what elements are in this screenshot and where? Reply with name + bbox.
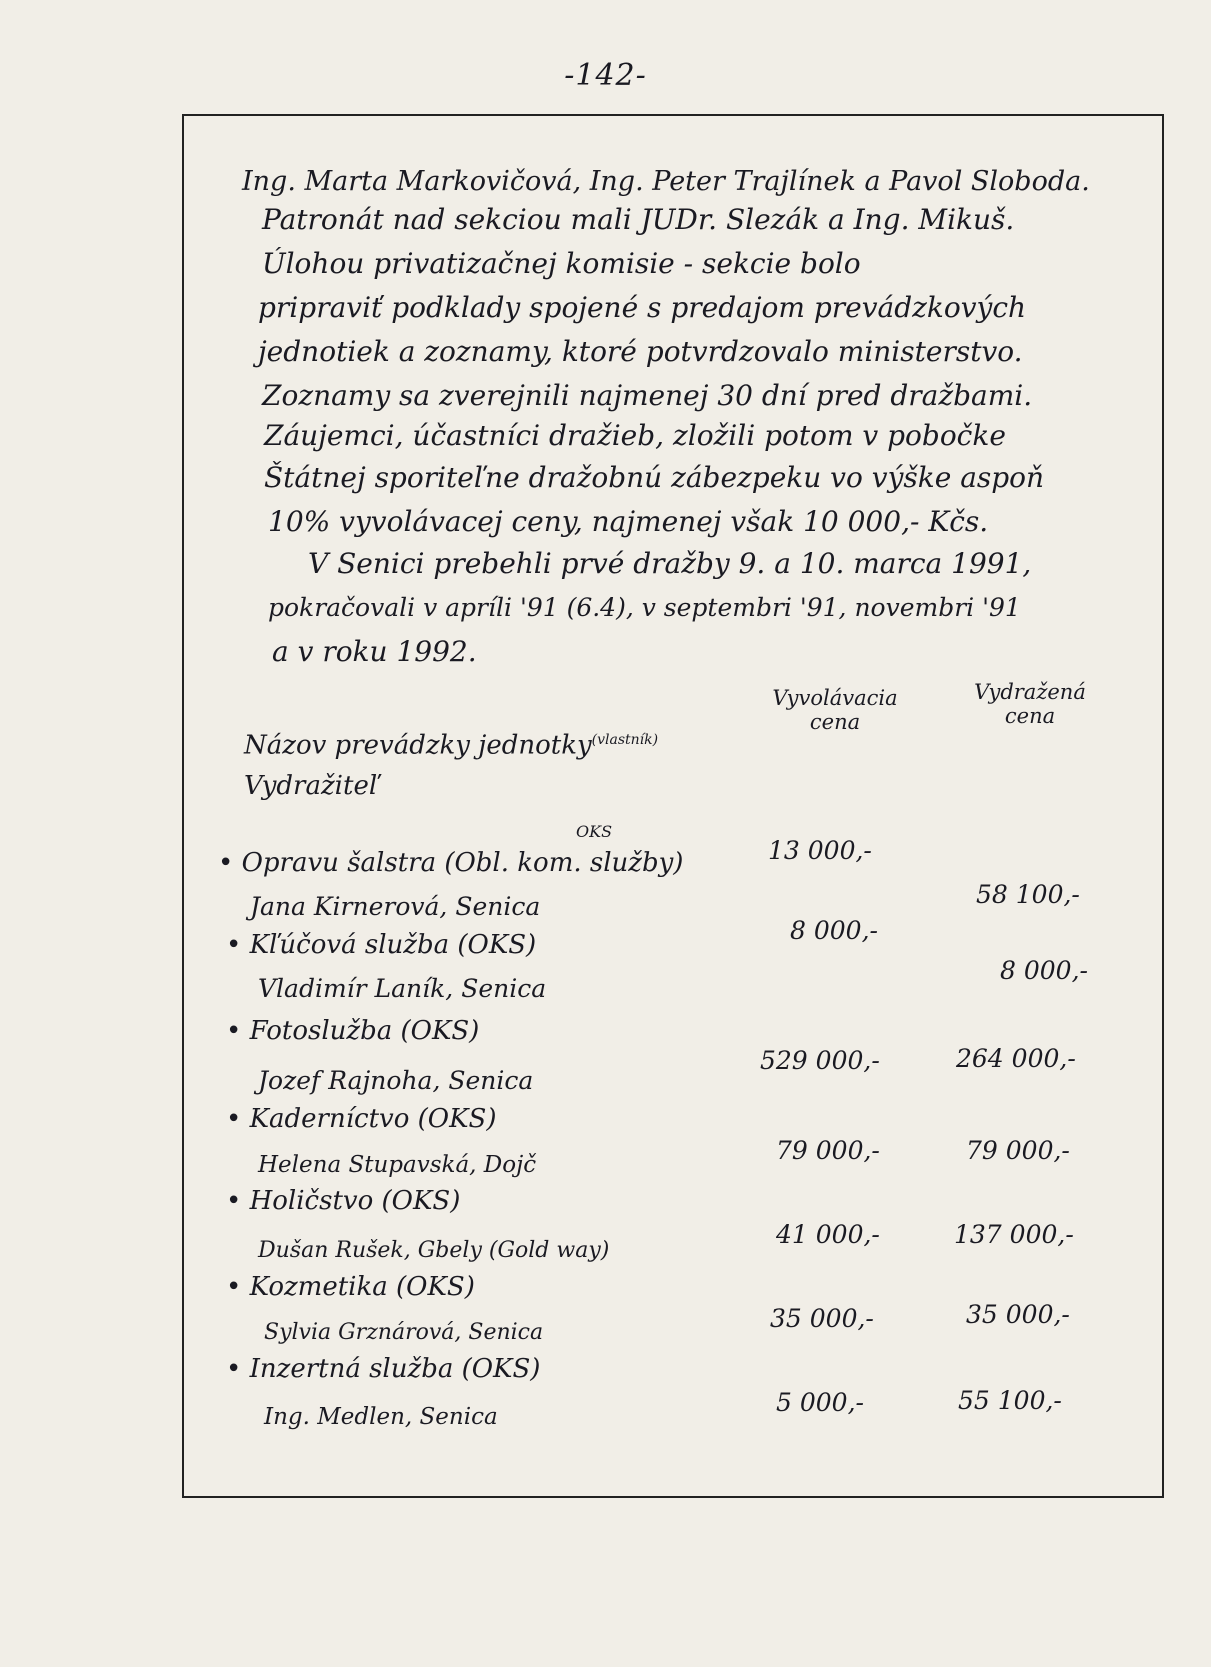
header-final-price: Vydražená cena [974,680,1086,728]
row-unit: • Kozmetika (OKS) [226,1272,475,1302]
row-unit: • Opravu šalstra (Obl. kom. služby) [218,848,684,878]
row-start-price: 5 000,- [776,1388,864,1417]
row-unit: • Inzertná služba (OKS) [226,1354,541,1384]
header-unit-name [244,724,658,762]
body-line: Patronát nad sekciou mali JUDr. Slezák a Ing. Mikuš. [262,203,1015,236]
row-start-price: 8 000,- [790,916,878,945]
row-final-price: 8 000,- [1000,956,1088,985]
row-buyer: Jozef Rajnoha, Senica [258,1066,534,1095]
row-start-price: 13 000,- [768,836,872,865]
row-start-price: 79 000,- [776,1136,880,1165]
row-start-price: 35 000,- [770,1304,874,1333]
body-line: V Senici prebehli prvé dražby 9. a 10. marca 1991, [308,547,1032,580]
header-owner-label: (vlastník) [591,732,659,748]
row-final-price: 137 000,- [954,1220,1074,1249]
row-start-price: 41 000,- [776,1220,880,1249]
row-buyer: Jana Kirnerová, Senica [250,892,541,921]
row-start-price: 529 000,- [760,1046,880,1075]
row-unit: • Fotoslužba (OKS) [226,1016,480,1046]
row-final-price: 79 000,- [966,1136,1070,1165]
body-line: pokračovali v apríli '91 (6.4), v septembri '91, novembri '91 [268,593,1021,622]
body-line: Ing. Marta Markovičová, Ing. Peter Trajlínek a Pavol Sloboda. [242,166,1090,197]
header-buyer: Vydražiteľ [244,771,380,801]
body-line: a v roku 1992. [272,635,477,668]
row-buyer: Dušan Rušek, Gbely (Gold way) [258,1238,610,1263]
row-buyer: Vladimír Laník, Senica [258,974,547,1003]
body-line: Štátnej sporiteľne dražobnú zábezpeku vo výške aspoň [264,461,1045,494]
body-line: Zoznamy sa zverejnili najmenej 30 dní pred dražbami. [262,379,1033,412]
row-unit: • Kľúčová služba (OKS) [226,930,537,960]
row-buyer: Ing. Medlen, Senica [264,1404,498,1430]
row-final-price: 58 100,- [976,880,1080,909]
row-buyer: Helena Stupavská, Dojč [258,1152,537,1178]
row-final-price: 264 000,- [956,1044,1076,1073]
body-line: Úlohou privatizačnej komisie - sekcie bolo [262,247,861,280]
row-note: OKS [576,822,613,841]
header-start-price: Vyvolávacia cena [772,686,898,734]
body-line: pripraviť podklady spojené s predajom prevádzkových [258,291,1027,324]
body-line: jednotiek a zoznamy, ktoré potvrdzovalo ministerstvo. [258,335,1023,368]
row-unit: • Holičstvo (OKS) [226,1186,461,1216]
row-buyer: Sylvia Grznárová, Senica [264,1320,544,1345]
page-number: -142- [564,58,647,93]
row-final-price: 55 100,- [958,1386,1062,1415]
body-line: Záujemci, účastníci dražieb, zložili potom v pobočke [264,419,1006,452]
header-unit-label: Názov prevádzky jednotky [244,730,592,761]
row-unit: • Kaderníctvo (OKS) [226,1104,497,1134]
body-line: 10% vyvolávacej ceny, najmenej však 10 000,- Kčs. [268,505,989,538]
row-final-price: 35 000,- [966,1300,1070,1329]
